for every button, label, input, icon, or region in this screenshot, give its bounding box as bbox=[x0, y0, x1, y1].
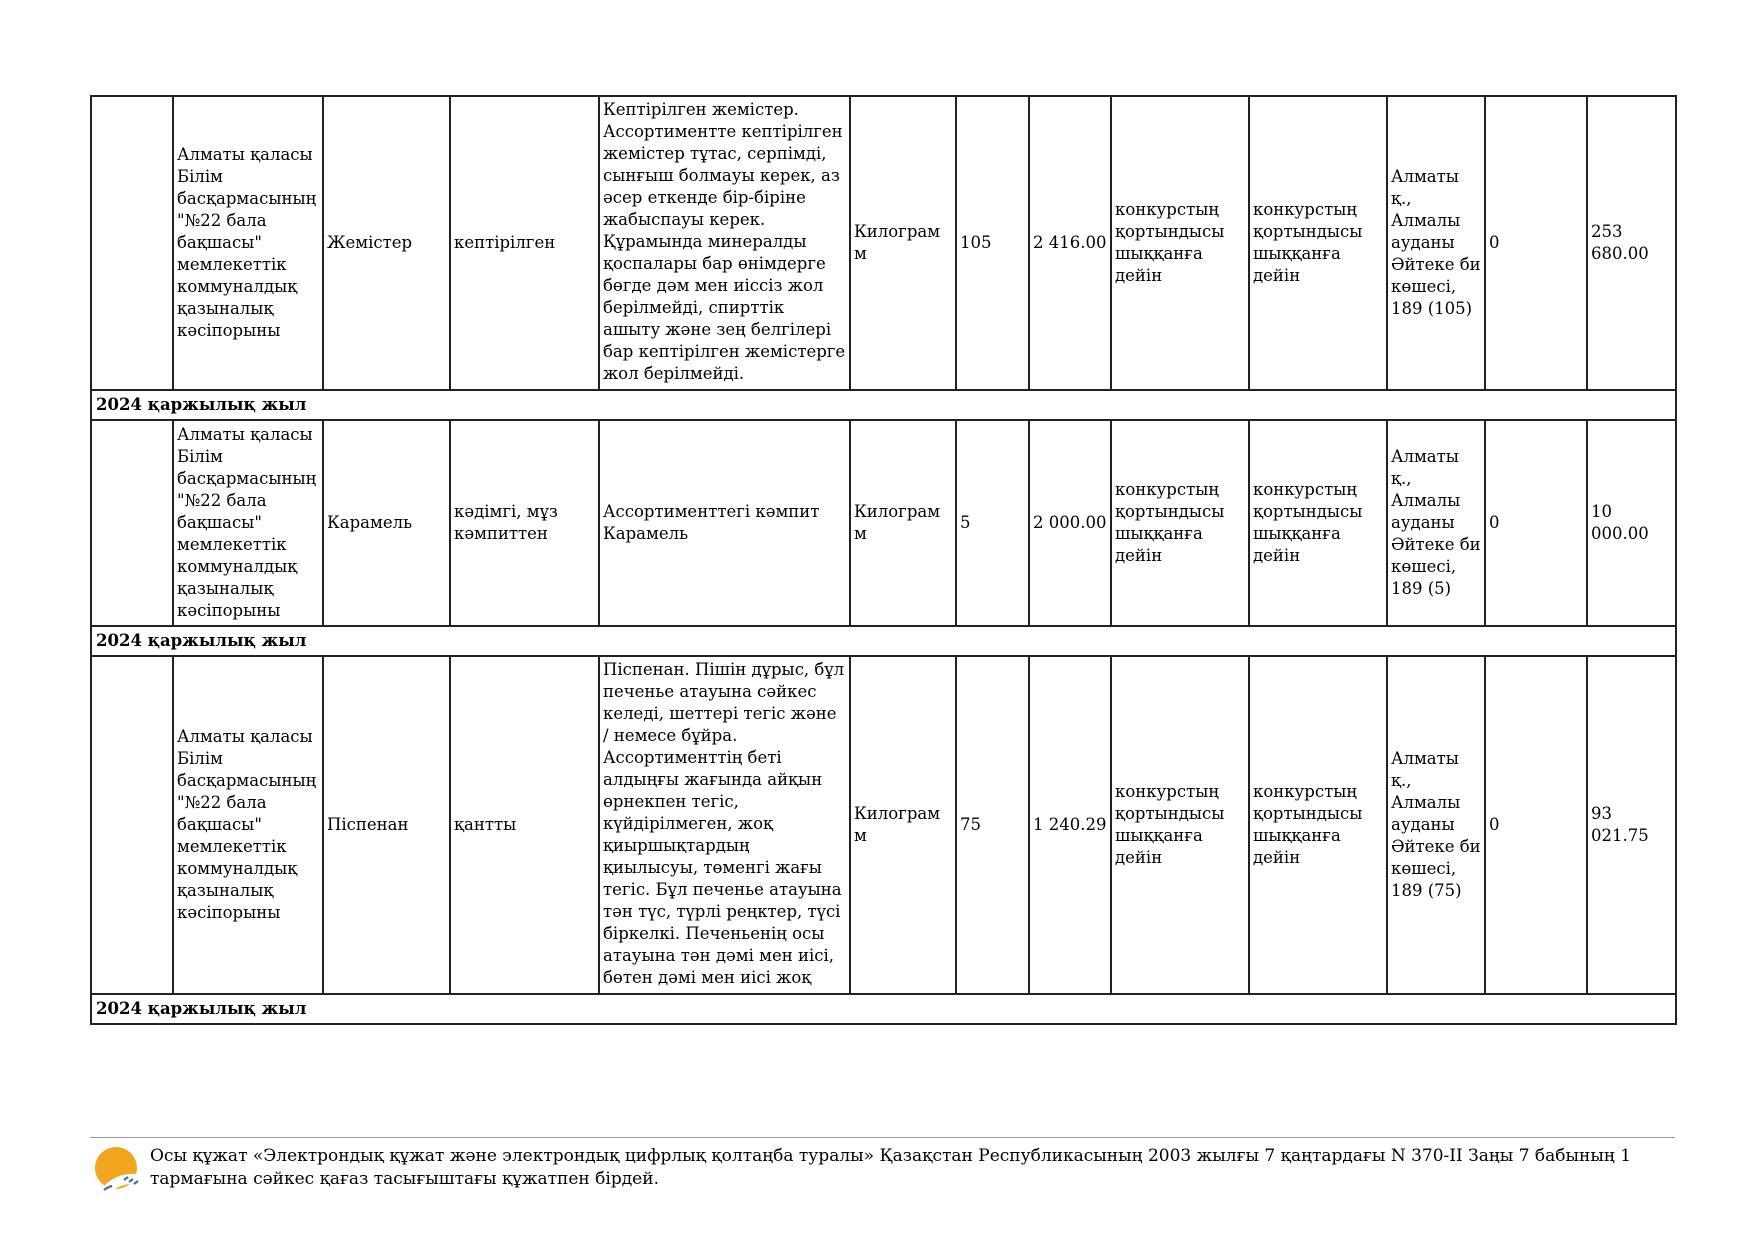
item-name-cell: Карамель bbox=[323, 420, 450, 626]
procurement-table bbox=[90, 95, 1677, 1025]
quantity-cell: 75 bbox=[956, 656, 1029, 994]
table-row bbox=[91, 96, 1676, 390]
item-name-cell: Жемістер bbox=[323, 96, 450, 390]
year-label: 2024 қаржылық жыл bbox=[91, 390, 1676, 420]
customer-cell: Алматы қаласы Білім басқармасының "№22 бала бақшасы" мемлекеттік коммуналдық қазыналық кәсіпорыны bbox=[173, 96, 323, 390]
row-number-cell bbox=[91, 656, 173, 994]
document-footer bbox=[90, 1137, 1675, 1191]
price-cell: 1 240.29 bbox=[1029, 656, 1111, 994]
customer-cell: Алматы қаласы Білім басқармасының "№22 бала бақшасы" мемлекеттік коммуналдық қазыналық кәсіпорыны bbox=[173, 656, 323, 994]
delivery-place-cell: Алматы қ., Алмалы ауданы Әйтеке би көшесі, 189 (105) bbox=[1387, 96, 1485, 390]
characteristic-cell: кептірілген bbox=[450, 96, 599, 390]
delivery-term-cell: конкурстың қортындысы шыққанға дейін bbox=[1249, 656, 1387, 994]
advance-cell: 0 bbox=[1485, 420, 1587, 626]
delivery-term-cell: конкурстың қортындысы шыққанға дейін bbox=[1249, 420, 1387, 626]
characteristic-cell: қантты bbox=[450, 656, 599, 994]
characteristic-cell: кәдімгі, мұз кәмпиттен bbox=[450, 420, 599, 626]
year-label: 2024 қаржылық жыл bbox=[91, 994, 1676, 1024]
year-row bbox=[91, 994, 1676, 1024]
advance-cell: 0 bbox=[1485, 656, 1587, 994]
year-label: 2024 қаржылық жыл bbox=[91, 626, 1676, 656]
egov-logo-icon bbox=[94, 1144, 142, 1196]
delivery-term-cell: конкурстың қортындысы шыққанға дейін bbox=[1111, 656, 1249, 994]
row-number-cell bbox=[91, 96, 173, 390]
total-cell: 10 000.00 bbox=[1587, 420, 1676, 626]
delivery-term-cell: конкурстың қортындысы шыққанға дейін bbox=[1111, 96, 1249, 390]
item-name-cell: Піспенан bbox=[323, 656, 450, 994]
footer-legal-text: Осы құжат «Электрондық құжат және электрондық цифрлық қолтаңба туралы» Қазақстан Республикасының 2003 жылғы 7 қаңтардағы N 370-ІІ Заңы 7 бабының 1 тармағына сәйкес қағаз тасығыштағы құжатпен бірдей. bbox=[150, 1146, 1632, 1189]
quantity-cell: 5 bbox=[956, 420, 1029, 626]
advance-cell: 0 bbox=[1485, 96, 1587, 390]
description-cell: Кептірілген жемістер. Ассортиментте кептірілген жемістер тұтас, серпімді, сынғыш болмауы керек, аз әсер еткенде бір-біріне жабыспауы керек. Құрамында минералды қоспалары бар өнімдерге бөгде дәм мен иіссіз жол берілмейді, спирттік ашыту және зең белгілері бар кептірілген жемістерге жол берілмейді. bbox=[599, 96, 850, 390]
delivery-place-cell: Алматы қ., Алмалы ауданы Әйтеке би көшесі, 189 (5) bbox=[1387, 420, 1485, 626]
delivery-term-cell: конкурстың қортындысы шыққанға дейін bbox=[1249, 96, 1387, 390]
unit-cell: Килограмм bbox=[850, 96, 956, 390]
price-cell: 2 416.00 bbox=[1029, 96, 1111, 390]
delivery-term-cell: конкурстың қортындысы шыққанға дейін bbox=[1111, 420, 1249, 626]
delivery-place-cell: Алматы қ., Алмалы ауданы Әйтеке би көшесі, 189 (75) bbox=[1387, 656, 1485, 994]
description-cell: Ассортименттегі кәмпит Карамель bbox=[599, 420, 850, 626]
customer-cell: Алматы қаласы Білім басқармасының "№22 бала бақшасы" мемлекеттік коммуналдық қазыналық кәсіпорыны bbox=[173, 420, 323, 626]
unit-cell: Килограмм bbox=[850, 420, 956, 626]
table-row bbox=[91, 656, 1676, 994]
row-number-cell bbox=[91, 420, 173, 626]
total-cell: 253 680.00 bbox=[1587, 96, 1676, 390]
table-row bbox=[91, 420, 1676, 626]
unit-cell: Килограмм bbox=[850, 656, 956, 994]
year-row bbox=[91, 626, 1676, 656]
price-cell: 2 000.00 bbox=[1029, 420, 1111, 626]
total-cell: 93 021.75 bbox=[1587, 656, 1676, 994]
quantity-cell: 105 bbox=[956, 96, 1029, 390]
description-cell: Піспенан. Пішін дұрыс, бұл печенье атауына сәйкес келеді, шеттері тегіс және / немесе бұйра. Ассортименттің беті алдыңғы жағында айқын өрнекпен тегіс, күйдірілмеген, жоқ қиыршықтардың қиылысуы, төменгі жағы тегіс. Бұл печенье атауына тән түс, түрлі реңктер, түсі біркелкі. Печеньенің осы атауына тән дәмі мен иісі, бөтен дәмі мен иісі жоқ bbox=[599, 656, 850, 994]
year-row bbox=[91, 390, 1676, 420]
